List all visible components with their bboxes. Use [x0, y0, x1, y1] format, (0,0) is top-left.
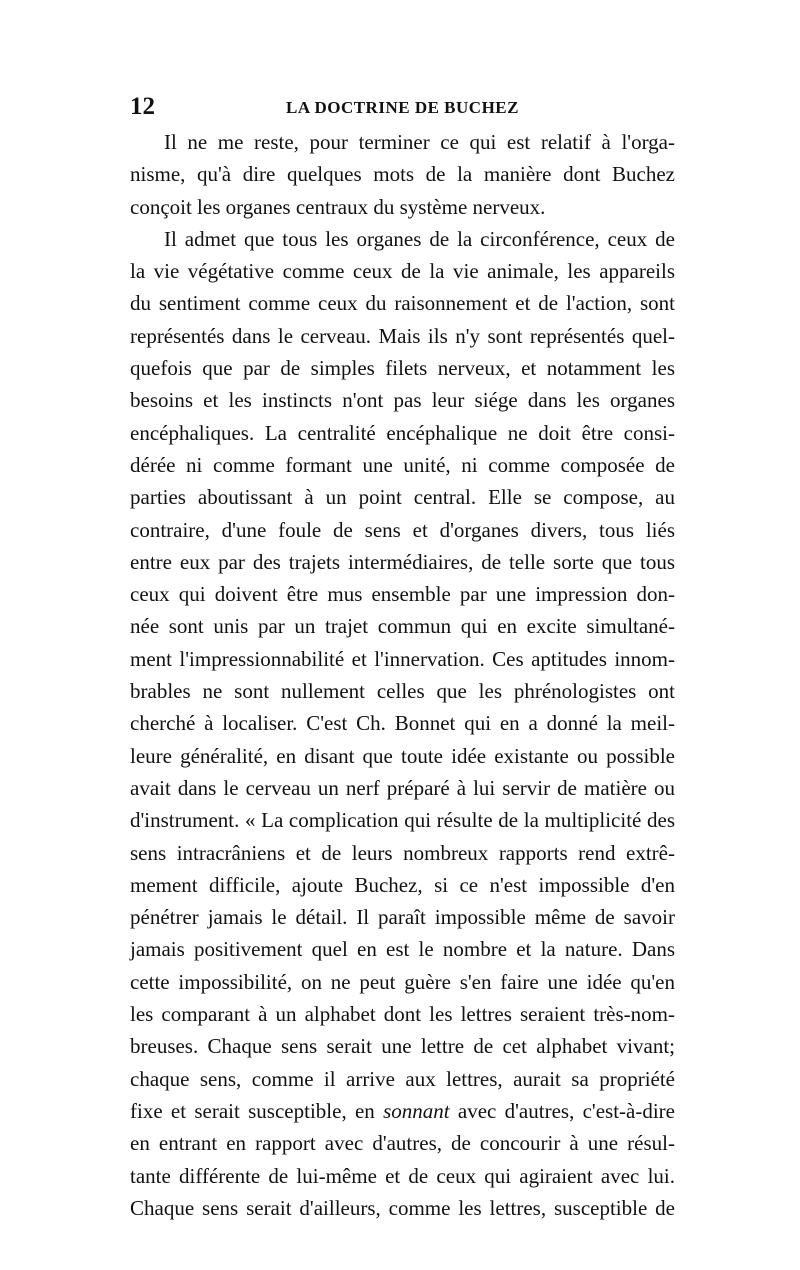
- text-line: encéphaliques. La centralité encéphalique ne doit être consi-: [130, 420, 675, 445]
- text-line: besoins et les instincts n'ont pas leur siége dans les organes: [130, 388, 675, 413]
- text-line: Chaque sens serait d'ailleurs, comme les lettres, susceptible de: [130, 1195, 675, 1220]
- body-text: [130, 126, 675, 1224]
- text-line: Il ne me reste, pour terminer ce qui est relatif à l'orga-: [164, 130, 675, 154]
- text-line: mement difficile, ajoute Buchez, si ce n'est impossible d'en: [130, 872, 675, 897]
- text-line: entre eux par des trajets intermédiaires, de telle sorte que tous: [130, 549, 675, 574]
- text-line: tante différente de lui-même et de ceux qui agiraient avec lui.: [130, 1163, 675, 1188]
- text-line: d'instrument. « La complication qui résulte de la multiplicité des: [130, 808, 675, 833]
- text-line: contraire, d'une foule de sens et d'organes divers, tous liés: [130, 517, 675, 542]
- text-line: la vie végétative comme ceux de la vie animale, les appareils: [130, 259, 675, 284]
- text-line: les comparant à un alphabet dont les lettres seraient très-nom-: [130, 1002, 675, 1027]
- text-line: cette impossibilité, on ne peut guère s'en faire une idée qu'en: [130, 969, 675, 994]
- italic-word: sonnant: [383, 1098, 450, 1123]
- text-line: pénétrer jamais le détail. Il paraît impossible même de savoir: [130, 905, 675, 930]
- text-line: Il admet que tous les organes de la circonférence, ceux de: [164, 226, 675, 251]
- text-line: ment l'impressionnabilité et l'innervation. Ces aptitudes innom-: [130, 646, 675, 671]
- text-line: conçoit les organes centraux du système nerveux.: [130, 194, 546, 219]
- text-line: [130, 1095, 675, 1127]
- running-title: LA DOCTRINE DE BUCHEZ: [286, 98, 519, 117]
- text-line: leure généralité, en disant que toute idée existante ou possible: [130, 743, 675, 768]
- text-line: représentés dans le cerveau. Mais ils n'y sont représentés quel-: [130, 323, 675, 348]
- running-head: [130, 92, 675, 122]
- text-line: avait dans le cerveau un nerf préparé à lui servir de matière ou: [130, 775, 675, 800]
- text-line: parties aboutissant à un point central. Elle se compose, au: [130, 485, 675, 510]
- text-line: dérée ni comme formant une unité, ni comme composée de: [130, 452, 675, 477]
- text-line: brables ne sont nullement celles que les phrénologistes ont: [130, 679, 675, 704]
- text-segment: avec d'autres, c'est-à-dire: [449, 1098, 675, 1123]
- text-line: née sont unis par un trajet commun qui en excite simultané-: [130, 614, 675, 639]
- page-number: 12: [130, 93, 155, 120]
- text-line: breuses. Chaque sens serait une lettre de cet alphabet vivant;: [130, 1034, 675, 1059]
- text-line: sens intracrâniens et de leurs nombreux rapports rend extrê-: [130, 840, 675, 865]
- text-segment: fixe et serait susceptible, en: [130, 1098, 384, 1123]
- text-line: nisme, qu'à dire quelques mots de la manière dont Buchez: [130, 162, 675, 187]
- text-line: chaque sens, comme il arrive aux lettres, aurait sa propriété: [130, 1066, 675, 1091]
- text-line: cherché à localiser. C'est Ch. Bonnet qui en a donné la meil-: [130, 711, 675, 736]
- text-line: jamais positivement quel en est le nombre et la nature. Dans: [130, 937, 675, 962]
- text-line: en entrant en rapport avec d'autres, de concourir à une résul-: [130, 1131, 675, 1156]
- text-line: ceux qui doivent être mus ensemble par une impression don-: [130, 582, 675, 607]
- text-line: quefois que par de simples filets nerveux, et notamment les: [130, 356, 675, 381]
- text-line: du sentiment comme ceux du raisonnement et de l'action, sont: [130, 291, 675, 316]
